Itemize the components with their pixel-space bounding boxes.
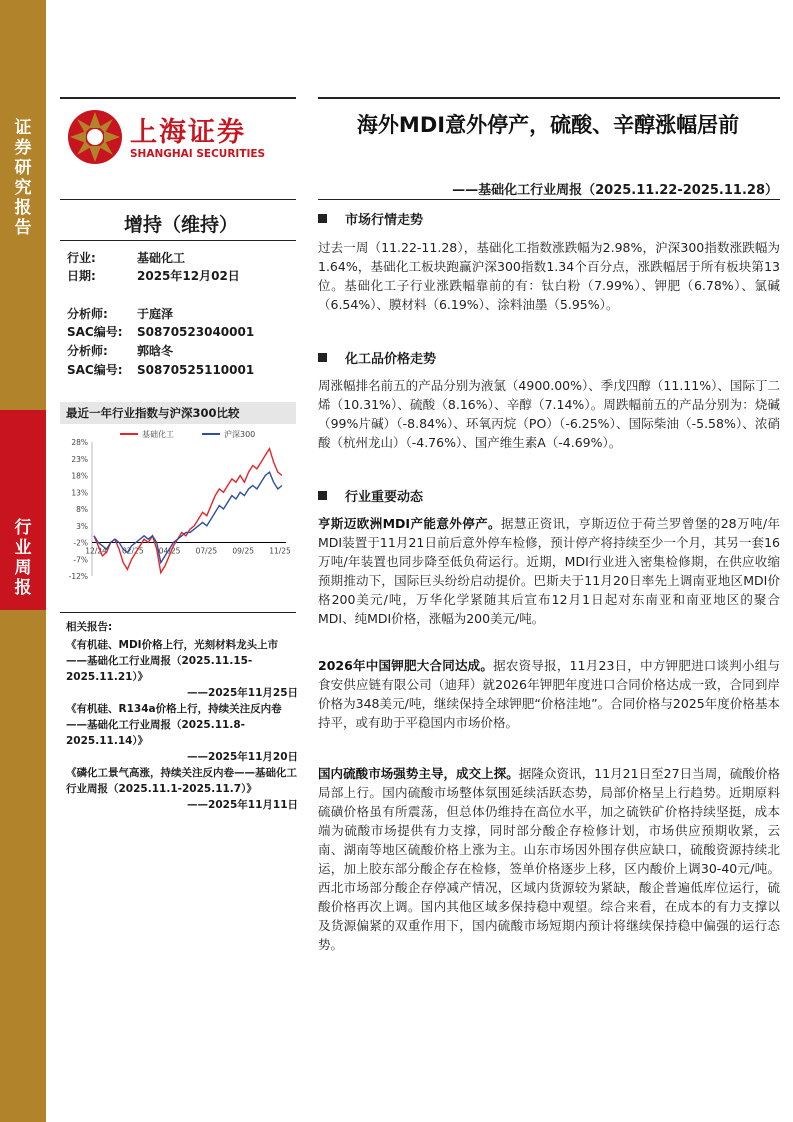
- sidebar-label-weekly: 行 业 周 报: [14, 518, 32, 598]
- rating: 增持（维持）: [123, 214, 238, 236]
- info-row-analyst: 分析师: 于庭泽: [67, 307, 174, 321]
- report-subtitle: ——基础化工行业周报（2025.11.22-2025.11.28）: [452, 183, 778, 198]
- y-tick-label: 23%: [71, 454, 88, 464]
- y-tick-label: 28%: [71, 438, 88, 447]
- related-report-item[interactable]: 《磷化工景气高涨，持续关注反内卷——基础化工行业周报（2025.11.1-2025.11.7）》: [66, 767, 297, 795]
- paragraph-news-potash: 2026年中国钾肥大合同达成。据农资导报，11月23日，中方钾肥进口谈判小组与食安供应链有限公司（迪拜）就2026年钾肥年度进口合同价格达成一致，合同到岸价格为348美元/吨，继续保持全球钾肥“价格洼地”。合同价格与2025年度价格基本持平，或有助于平稳国内市场价格。: [318, 658, 781, 730]
- x-tick-label: 12/24: [85, 546, 107, 556]
- logo-name-en: SHANGHAI SECURITIES: [130, 148, 266, 160]
- y-tick-label: -2%: [73, 538, 88, 548]
- related-heading: 相关报告:: [66, 621, 113, 633]
- logo-emblem-icon: [66, 108, 124, 166]
- y-tick-label: 8%: [76, 505, 88, 514]
- bullet-square-icon: [318, 491, 327, 500]
- related-report-date: ——2025年11月25日: [187, 687, 298, 699]
- y-tick-label: 13%: [71, 488, 88, 498]
- legend-label: 基础化工: [142, 430, 174, 439]
- x-tick-label: 04/25: [158, 546, 181, 556]
- sidebar-label-report-type: 证 券 研 究 报 告: [14, 118, 32, 238]
- divider: [60, 97, 296, 99]
- y-tick-label: -12%: [68, 572, 88, 581]
- paragraph-prices: 周涨幅排名前五的产品分别为液氯（4900.00%）、季戊四醇（11.11%）、国际丁二烯（10.31%）、硫酸（8.16%）、辛醇（7.14%）。周跌幅前五的产品分别为：烧碱（99%片碱）（-8.84%）、环氧丙烷（PO）（-6.25%）、国际柴油（-5.58%）、浓硝酸（杭州龙山）（-4.76%）、国产维生素A（-4.69%）。: [318, 378, 780, 450]
- section-heading-news: 行业重要动态: [318, 486, 423, 505]
- info-row-industry: 行业: 基础化工: [67, 251, 186, 265]
- x-tick-label: 07/25: [195, 546, 218, 556]
- index-comparison-chart: [60, 426, 296, 606]
- divider: [60, 199, 296, 200]
- related-report-date: ——2025年11月20日: [187, 751, 298, 763]
- report-title: 海外MDI意外停产，硫酸、辛醇涨幅居前: [356, 113, 740, 137]
- divider: [318, 97, 780, 99]
- legend-label: 沪深300: [224, 430, 256, 439]
- related-reports: [66, 619, 298, 813]
- paragraph-news-mdi: 亨斯迈欧洲MDI产能意外停产。据慧正资讯，亨斯迈位于荷兰罗曾堡的28万吨/年MDI装置于11月21日前后意外停车检修，预计停产将持续至少一个月，其另一套16万吨/年装置也同步降至低负荷运行。近期，MDI行业进入密集检修期，在供应收缩预期推动下，国际巨头纷纷启动提价。巴斯夫于11月20日率先上调南亚地区MDI价格200美元/吨，万华化学紧随其后宣布12月1日起对东南亚和南亚地区的聚合MDI、纯MDI价格，涨幅为200美元/吨。: [318, 516, 781, 626]
- info-row-analyst: 分析师: 郭晗冬: [67, 344, 174, 358]
- y-tick-label: -7%: [73, 555, 88, 565]
- related-report-item[interactable]: 《有机硅、MDI价格上行，光刻材料龙头上市——基础化工行业周报（2025.11.15-2025.11.21）》: [66, 639, 279, 683]
- x-tick-label: 09/25: [232, 546, 255, 556]
- chart-title: 最近一年行业指数与沪深300比较: [60, 402, 296, 424]
- info-row-sac: SAC编号: S0870525110001: [67, 363, 255, 377]
- x-tick-label: 02/25: [121, 546, 144, 556]
- bullet-square-icon: [318, 353, 327, 362]
- y-tick-label: 3%: [76, 521, 88, 531]
- related-report-item[interactable]: 《有机硅、R134a价格上行，持续关注反内卷——基础化工行业周报（2025.11.8-2025.11.14）》: [66, 703, 282, 747]
- logo-name-cn: 上海证券: [130, 117, 246, 148]
- divider: [60, 240, 296, 241]
- divider: [60, 612, 296, 613]
- divider: [318, 199, 780, 200]
- y-tick-label: 18%: [71, 471, 88, 481]
- paragraph-market: 过去一周（11.22-11.28），基础化工指数涨跌幅为2.98%，沪深300指数涨跌幅为1.64%，基础化工板块跑赢沪深300指数1.34个百分点，涨跌幅居于所有板块第13位。基础化工子行业涨跌幅靠前的有：钛白粉（7.99%）、钾肥（6.78%）、氯碱（6.54%）、膜材料（6.19%）、涂料油墨（5.95%）。: [318, 240, 780, 312]
- section-heading-prices: 化工品价格走势: [318, 348, 436, 367]
- section-heading-market: 市场行情走势: [318, 209, 423, 228]
- info-row-date: 日期: 2025年12月02日: [67, 269, 240, 283]
- related-report-date: ——2025年11月11日: [187, 799, 298, 811]
- x-tick-label: 11/25: [269, 546, 291, 556]
- bullet-square-icon: [318, 214, 327, 223]
- info-row-sac: SAC编号: S0870523040001: [67, 325, 255, 339]
- paragraph-news-sulfuric: 国内硫酸市场强势主导，成交上探。据隆众资讯，11月21日至27日当周，硫酸价格局部上行。国内硫酸市场整体氛围延续活跃态势，局部价格呈上行趋势。近期原料硫磺价格虽有所震荡，但总体仍维持在高位水平，加之硫铁矿价格持续坚挺，成本端为硫酸市场提供有力支撑，同时部分酸企存检修计划，市场供应预期收紧，云南、湖南等地区硫酸价格上涨为主。山东市场因外围存供应缺口，硫酸资源持续北运，加上胶东部分酸企存在检修，签单价格逐步上移，区内酸价上调30-40元/吨。西北市场部分酸企存停减产情况，区域内货源较为紧缺，酸企普遍低库位运行，硫酸价格再次上调。国内其他区域多保持稳中观望。综合来看，在成本的有力支撑以及货源偏紧的双重作用下，国内硫酸市场短期内预计将继续保持稳中偏强的运行态势。: [318, 766, 780, 952]
- logo: [66, 106, 286, 170]
